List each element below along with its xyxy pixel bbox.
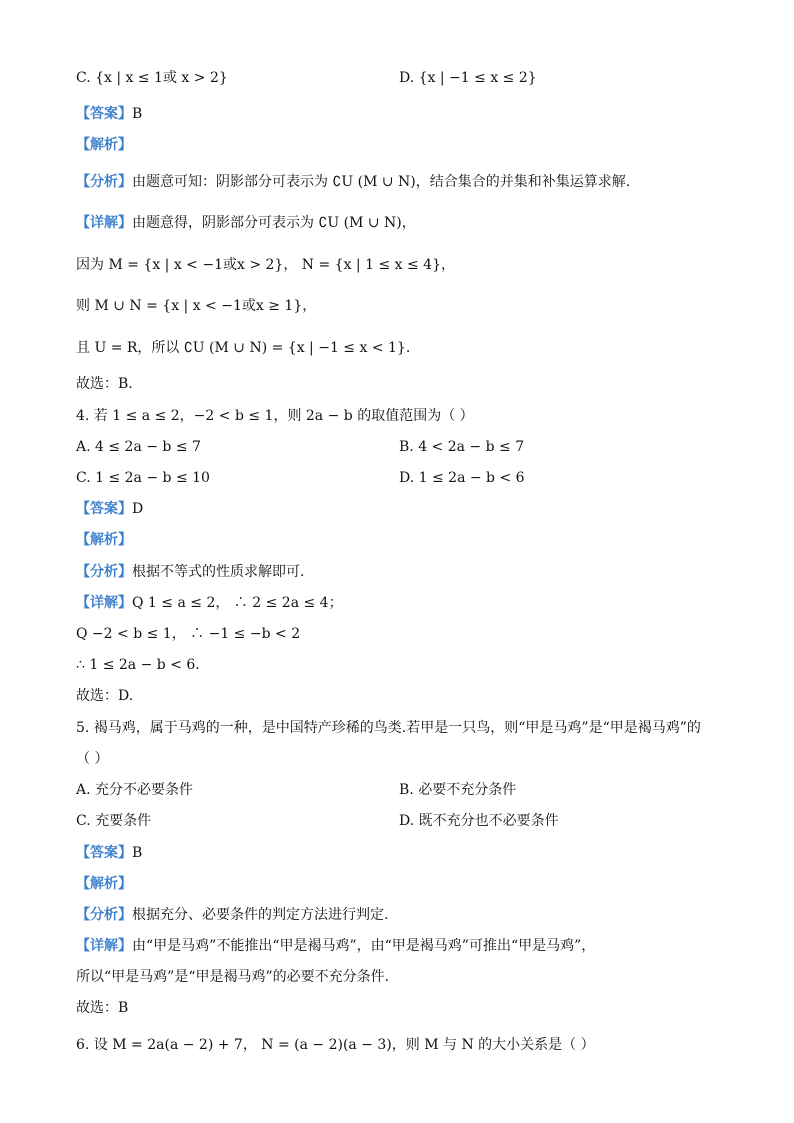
- question-stem: 5. 褐马鸡，属于马鸡的一种，是中国特产珍稀的鸟类.若甲是一只鸟，则“甲是马鸡”是“甲是褐马鸡”的: [76, 720, 701, 736]
- analysis-tag: 【解析】: [76, 532, 132, 548]
- option-d: D. 1 ≤ 2a − b < 6: [399, 470, 525, 486]
- analysis-tag: 【解析】: [76, 876, 132, 892]
- final-answer: 故选：B: [76, 1000, 129, 1016]
- answer-tag: 【答案】: [76, 845, 132, 861]
- option-b: B. 4 < 2a − b ≤ 7: [399, 439, 525, 455]
- xiangjie-tag: 【详解】: [76, 595, 132, 611]
- option-c: C. 1 ≤ 2a − b ≤ 10: [76, 470, 210, 486]
- analysis-heading: [76, 135, 132, 155]
- analysis-tag: 【解析】: [76, 137, 132, 153]
- fenxi-row: [76, 905, 388, 925]
- xiangjie-row: [76, 936, 595, 956]
- option-c: C. 充要条件: [76, 813, 152, 829]
- fenxi-tag: 【分析】: [76, 174, 132, 190]
- analysis-heading: [76, 530, 132, 550]
- xiangjie-row: [76, 593, 343, 613]
- answer-value: D: [132, 501, 144, 517]
- fenxi-text: 根据不等式的性质求解即可.: [132, 564, 305, 580]
- answer-row: [76, 499, 143, 519]
- xiangjie-tag: 【详解】: [76, 938, 132, 954]
- fenxi-text: 由题意可知：阴影部分可表示为 ∁U (M ∪ N)，结合集合的并集和补集运算求解.: [132, 174, 631, 190]
- xiangjie-text: 由题意得，阴影部分可表示为 ∁U (M ∪ N)，: [132, 215, 416, 231]
- solution-line: 则 M ∪ N = {x | x < −1或x ≥ 1}，: [76, 298, 317, 314]
- answer-row: [76, 104, 142, 124]
- fenxi-row: [76, 172, 630, 192]
- question-stem-blank: （ ）: [76, 751, 109, 767]
- solution-line: 且 U = R，所以 ∁U (M ∪ N) = {x | −1 ≤ x < 1}.: [76, 340, 411, 356]
- answer-value: B: [132, 106, 143, 122]
- final-answer: 故选：D.: [76, 688, 134, 704]
- answer-row: [76, 843, 142, 863]
- option-d: D. {x | −1 ≤ x ≤ 2}: [399, 70, 537, 86]
- fenxi-row: [76, 562, 304, 582]
- question-stem: 6. 设 M = 2a(a − 2) + 7， N = (a − 2)(a − 3)，则 M 与 N 的大小关系是（ ）: [76, 1037, 595, 1053]
- answer-tag: 【答案】: [76, 501, 132, 517]
- option-b: B. 必要不充分条件: [399, 782, 517, 798]
- final-answer: 故选：B.: [76, 376, 133, 392]
- option-c: C. {x | x ≤ 1或 x > 2}: [76, 70, 228, 86]
- analysis-heading: [76, 874, 132, 894]
- xiangjie-row: [76, 213, 416, 233]
- xiangjie-text: Q 1 ≤ a ≤ 2， ∴ 2 ≤ 2a ≤ 4；: [132, 595, 343, 611]
- option-a: A. 充分不必要条件: [76, 782, 194, 798]
- solution-line: Q −2 < b ≤ 1， ∴ −1 ≤ −b < 2: [76, 626, 301, 642]
- solution-line: 所以“甲是马鸡”是“甲是褐马鸡”的必要不充分条件.: [76, 969, 390, 985]
- solution-line: ∴ 1 ≤ 2a − b < 6.: [76, 657, 200, 673]
- answer-tag: 【答案】: [76, 106, 132, 122]
- option-d: D. 既不充分也不必要条件: [399, 813, 559, 829]
- option-a: A. 4 ≤ 2a − b ≤ 7: [76, 439, 201, 455]
- question-stem: 4. 若 1 ≤ a ≤ 2，−2 < b ≤ 1，则 2a − b 的取值范围为（ ）: [76, 408, 474, 424]
- answer-value: B: [132, 845, 143, 861]
- xiangjie-tag: 【详解】: [76, 215, 132, 231]
- solution-line: 因为 M = {x | x < −1或x > 2}， N = {x | 1 ≤ x ≤ 4}，: [76, 257, 455, 273]
- fenxi-text: 根据充分、必要条件的判定方法进行判定.: [132, 907, 389, 923]
- fenxi-tag: 【分析】: [76, 564, 132, 580]
- xiangjie-text: 由“甲是马鸡”不能推出“甲是褐马鸡”，由“甲是褐马鸡”可推出“甲是马鸡”，: [132, 938, 596, 954]
- fenxi-tag: 【分析】: [76, 907, 132, 923]
